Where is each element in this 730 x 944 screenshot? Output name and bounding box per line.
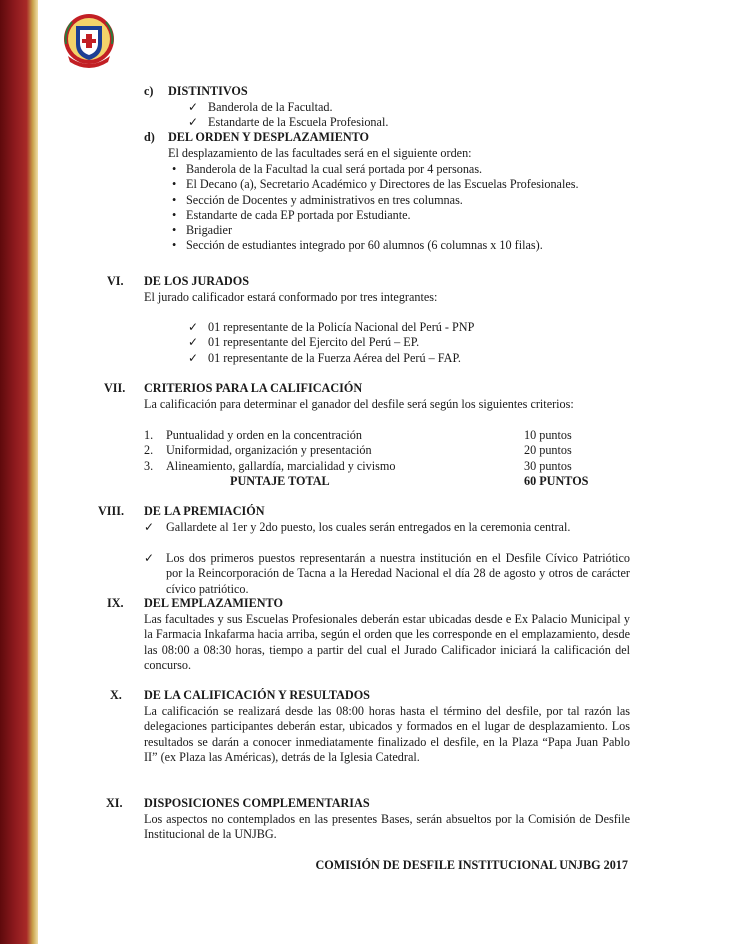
bullet-icon: • bbox=[172, 177, 177, 192]
commission-signature: COMISIÓN DE DESFILE INSTITUCIONAL UNJBG 2017 bbox=[315, 858, 628, 872]
section-xi-body: Los aspectos no contemplados en las presentes Bases, serán absueltos por la Comisión de Desfile Institucional de la UNJBG. bbox=[144, 812, 630, 842]
list-item: ✓ 01 representante de la Fuerza Aérea del Perú – FAP. bbox=[188, 350, 461, 365]
section-d-letter: d) bbox=[144, 130, 155, 144]
section-vi-intro: El jurado calificador estará conformado por tres integrantes: bbox=[144, 290, 438, 304]
section-x-number: X. bbox=[110, 688, 122, 702]
university-crest-logo bbox=[62, 12, 116, 70]
list-item: ✓ Gallardete al 1er y 2do puesto, los cuales serán entregados en la ceremonia central. bbox=[144, 520, 571, 534]
table-row: 1. Puntualidad y orden en la concentración 10 puntos bbox=[144, 428, 572, 442]
list-item: • Sección de estudiantes integrado por 60 alumnos (6 columnas x 10 filas). bbox=[172, 238, 543, 253]
check-icon: ✓ bbox=[188, 100, 199, 114]
list-item: ✓ Estandarte de la Escuela Profesional. bbox=[188, 115, 389, 130]
total-row: PUNTAJE TOTAL 60 PUNTOS bbox=[230, 473, 589, 488]
section-x-body: La calificación se realizará desde las 08:00 horas hasta el término del desfile, por tal razón las delegaciones participantes deberán estar, ubicados y formados en el lugar de desplazamiento. Los resultados se darán a conocer inmediatamente finalizado el desfile, en la Plaza “Papa Juan Pablo II” (ex Plaza las Américas), detrás de la Iglesia Catedral. bbox=[144, 704, 630, 764]
section-ix-body: Las facultades y sus Escuelas Profesionales deberán estar ubicadas desde e Ex Palacio Municipal y la Farmacia Inkafarma hacia arriba, según el orden que les corresponde en el emplazamiento, desde las 08:00 a 08:30 horas, tiempo a partir del cual el Jurado Calificador iniciará la calificación del concurso. bbox=[144, 612, 630, 672]
table-row: 2. Uniformidad, organización y presentación 20 puntos bbox=[144, 443, 572, 458]
section-viii-number: VIII. bbox=[98, 504, 125, 518]
list-item: ✓ Banderola de la Facultad. bbox=[188, 100, 333, 114]
section-x-title: DE LA CALIFICACIÓN Y RESULTADOS bbox=[144, 688, 370, 702]
section-d-title: DEL ORDEN Y DESPLAZAMIENTO bbox=[168, 130, 370, 144]
check-icon: ✓ bbox=[188, 320, 199, 334]
criteria-table bbox=[144, 428, 630, 489]
section-c-list bbox=[188, 100, 628, 131]
section-vii-title: CRITERIOS PARA LA CALIFICACIÓN bbox=[144, 381, 363, 395]
check-icon: ✓ bbox=[188, 115, 199, 130]
check-icon: ✓ bbox=[144, 520, 155, 534]
section-c-letter: c) bbox=[144, 84, 154, 98]
bullet-icon: • bbox=[172, 223, 177, 238]
section-ix-number: IX. bbox=[107, 596, 124, 610]
section-vi-title: DE LOS JURADOS bbox=[144, 274, 249, 288]
check-icon: ✓ bbox=[188, 350, 199, 365]
bullet-icon: • bbox=[172, 238, 177, 253]
list-item: ✓ 01 representante del Ejercito del Perú – EP. bbox=[188, 335, 420, 350]
section-c-title: DISTINTIVOS bbox=[168, 84, 248, 98]
section-xi-number: XI. bbox=[106, 796, 123, 810]
section-vi-list bbox=[188, 320, 628, 366]
table-row: 3. Alineamiento, gallardía, marcialidad y civismo 30 puntos bbox=[144, 458, 572, 473]
list-item: • Estandarte de cada EP portada por Estudiante. bbox=[172, 207, 411, 222]
section-d-intro: El desplazamiento de las facultades será en el siguiente orden: bbox=[168, 146, 472, 160]
check-icon: ✓ bbox=[188, 335, 199, 350]
section-viii-list bbox=[144, 520, 630, 597]
section-viii-title: DE LA PREMIACIÓN bbox=[144, 504, 265, 518]
list-item: • El Decano (a), Secretario Académico y Directores de las Escuelas Profesionales. bbox=[172, 177, 579, 192]
section-vi-number: VI. bbox=[107, 274, 124, 288]
section-vii-number: VII. bbox=[104, 381, 126, 395]
section-xi-title: DISPOSICIONES COMPLEMENTARIAS bbox=[144, 796, 370, 810]
bullet-icon: • bbox=[172, 207, 177, 222]
list-item: • Brigadier bbox=[172, 223, 233, 238]
list-item: • Banderola de la Facultad la cual será portada por 4 personas. bbox=[172, 162, 483, 176]
check-icon: ✓ bbox=[144, 551, 155, 565]
list-item: • Sección de Docentes y administrativos en tres columnas. bbox=[172, 192, 463, 207]
bullet-icon: • bbox=[172, 162, 177, 176]
bullet-icon: • bbox=[172, 192, 177, 207]
section-d-list bbox=[168, 162, 630, 254]
left-decorative-stripe bbox=[0, 0, 38, 944]
section-vii-intro: La calificación para determinar el ganador del desfile será según los siguientes criterios: bbox=[144, 397, 574, 411]
list-item: ✓ 01 representante de la Policía Nacional del Perú - PNP bbox=[188, 320, 475, 334]
section-ix-title: DEL EMPLAZAMIENTO bbox=[144, 596, 283, 610]
list-item: ✓ Los dos primeros puestos representarán a nuestra institución en el Desfile Cívico Patriótico por la Reincorporación de Tacna a la Heredad Nacional el día 28 de agosto y otros de carácter cívico patriótico. bbox=[144, 551, 630, 596]
